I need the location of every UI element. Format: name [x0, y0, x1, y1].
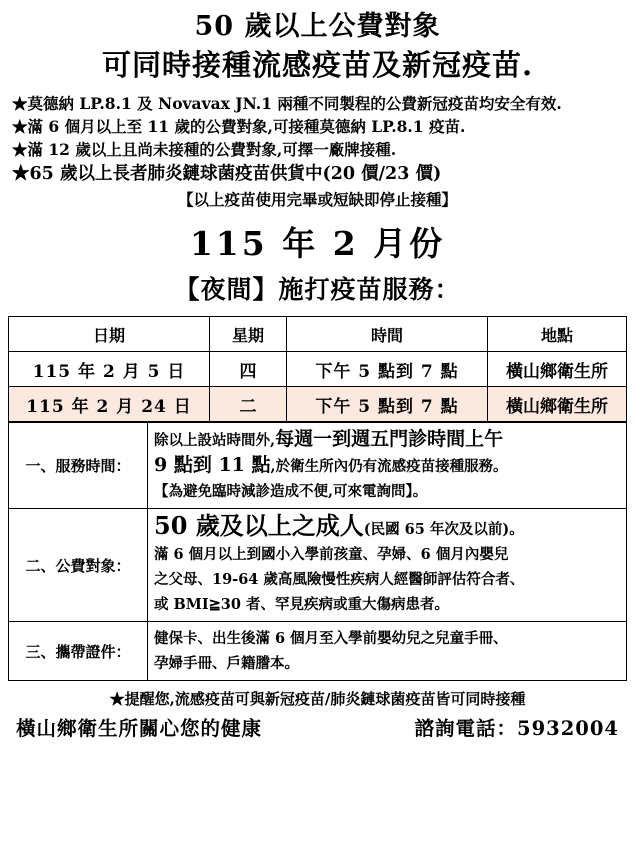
cell-place: 橫山鄉衛生所	[488, 387, 627, 422]
bullet-item: ★莫德納 LP.8.1 及 Novavax JN.1 兩種不同製程的公費新冠疫苗均安全有效.	[12, 94, 562, 113]
bullet-item: ★滿 6 個月以上至 11 歲的公費對象,可接種莫德納 LP.8.1 疫苗.	[12, 117, 466, 136]
info-row-documents	[9, 622, 627, 681]
eligibility-line1-a: 50 歲及以上之成人	[154, 511, 364, 540]
footer-clinic-name: 橫山鄉衛生所關心您的健康	[16, 717, 263, 740]
info-label-eligibility: 二、公費對象：	[9, 509, 148, 622]
cell-weekday: 四	[210, 352, 287, 387]
column-header-time: 時間	[287, 317, 488, 352]
table-header-row	[9, 317, 627, 352]
cell-time: 下午 5 點到 7 點	[287, 352, 488, 387]
info-content-service-hours	[148, 423, 627, 509]
table-row	[9, 352, 627, 387]
documents-line2: 孕婦手冊、戶籍謄本。	[154, 655, 299, 672]
documents-line1: 健保卡、出生後滿 6 個月至入學前嬰幼兒之兒童手冊、	[154, 630, 508, 647]
info-label-service-hours: 一、服務時間：	[9, 423, 148, 509]
footer	[8, 713, 627, 741]
info-table	[8, 422, 627, 681]
column-header-date: 日期	[9, 317, 210, 352]
service-hours-line1-a: 除以上設站時間外,	[154, 432, 276, 449]
schedule-table	[8, 316, 627, 422]
info-row-eligibility	[9, 509, 627, 622]
cell-date: 115 年 2 月 24 日	[9, 387, 210, 422]
cell-date: 115 年 2 月 5 日	[9, 352, 210, 387]
cell-time: 下午 5 點到 7 點	[287, 387, 488, 422]
info-content-eligibility	[148, 509, 627, 622]
column-header-place: 地點	[488, 317, 627, 352]
cell-place: 橫山鄉衛生所	[488, 352, 627, 387]
eligibility-line2: 滿 6 個月以上到國小入學前孩童、孕婦、6 個月內嬰兒	[154, 546, 509, 563]
table-row	[9, 387, 627, 422]
bottom-reminder: ★提醒您,流感疫苗可與新冠疫苗/肺炎鏈球菌疫苗皆可同時接種	[109, 690, 526, 708]
month-title: 115 年 2 月份	[189, 224, 446, 263]
bullet-item: ★滿 12 歲以上且尚未接種的公費對象,可擇一廠牌接種.	[12, 140, 397, 159]
eligibility-line4: 或 BMI≧30 者、罕見疾病或重大傷病患者。	[154, 596, 450, 613]
cell-weekday: 二	[210, 387, 287, 422]
service-hours-line1	[154, 427, 620, 453]
service-hours-line2	[154, 453, 620, 479]
service-title: 【夜間】施打疫苗服務：	[174, 275, 461, 304]
info-row-service-hours	[9, 423, 627, 509]
service-hours-line3: 【為避免臨時減診造成不便,可來電詢問】。	[154, 483, 428, 500]
bullet-item: ★65 歲以上長者肺炎鏈球菌疫苗供貨中(20 價/23 價)	[12, 164, 442, 184]
info-content-documents	[148, 622, 627, 681]
eligibility-line1	[154, 513, 620, 542]
service-hours-line1-b: 每週一到週五門診時間上午	[275, 428, 504, 450]
bullet-list	[8, 92, 627, 187]
footer-phone: 諮詢電話：5932004	[414, 717, 619, 740]
service-hours-line2-a: 9 點到 11 點	[154, 454, 271, 476]
info-label-documents: 三、攜帶證件：	[9, 622, 148, 681]
column-header-weekday: 星期	[210, 317, 287, 352]
eligibility-line3: 之父母、19-64 歲高風險慢性疾病人經醫師評估符合者、	[154, 571, 525, 588]
page-title-line2: 可同時接種流感疫苗及新冠疫苗.	[101, 48, 534, 82]
supply-note: 【以上疫苗使用完畢或短缺即停止接種】	[177, 190, 457, 209]
eligibility-line1-b: (民國 65 年次及以前)。	[363, 521, 524, 538]
service-hours-line2-b: ,於衛生所內仍有流感疫苗接種服務。	[270, 458, 508, 475]
page-title-line1: 50 歲以上公費對象	[194, 11, 441, 42]
